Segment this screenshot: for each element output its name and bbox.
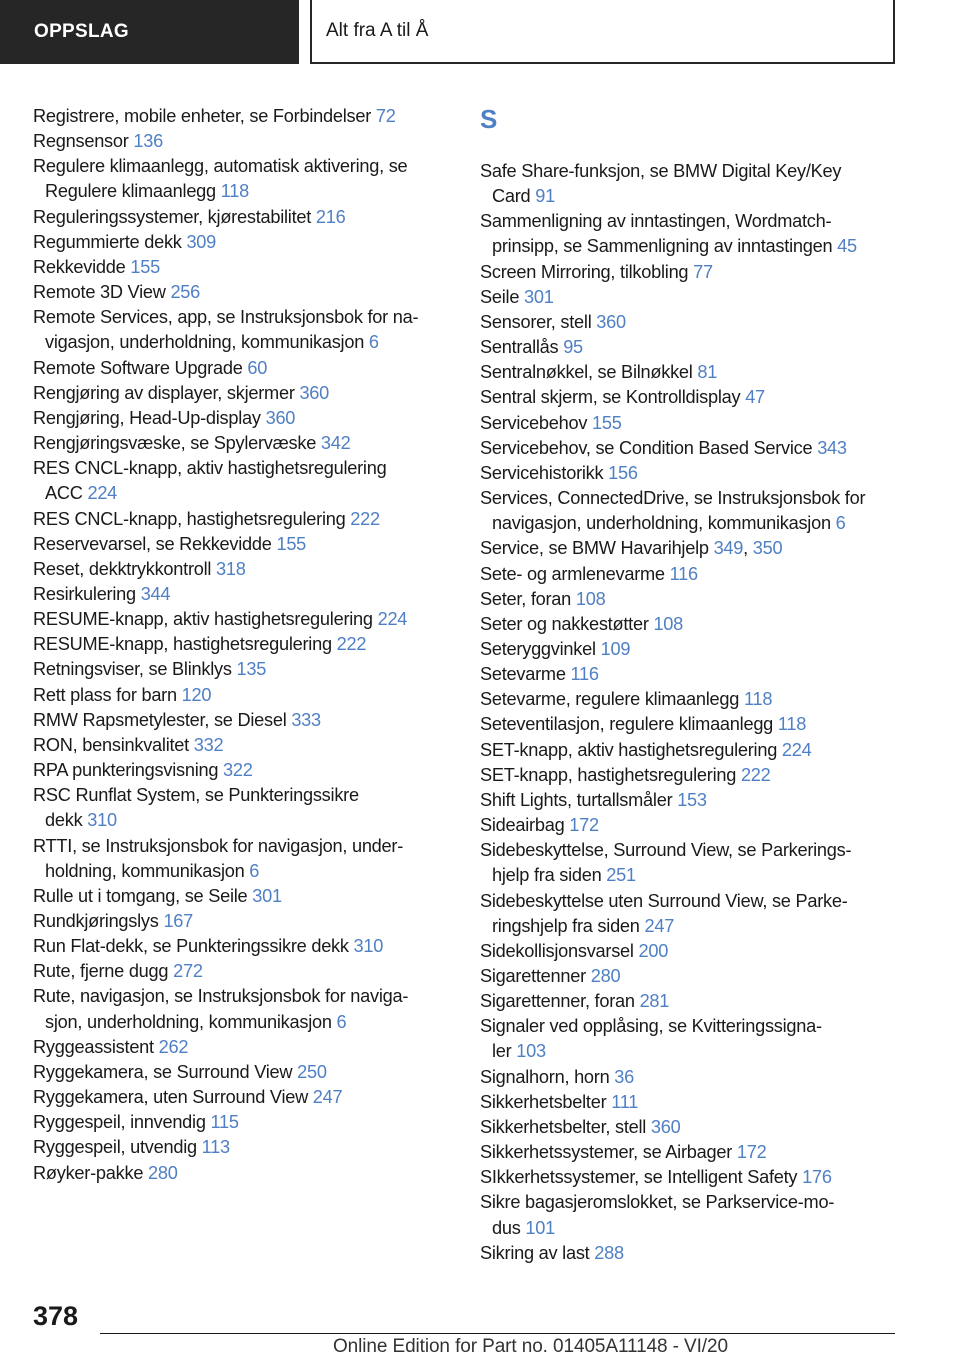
index-entry <box>33 381 453 406</box>
index-entry <box>480 1140 900 1165</box>
entry-text: Sensorer, stell <box>480 311 597 332</box>
entry-text: Rundkjøringslys <box>33 911 164 931</box>
page-reference-link[interactable]: 318 <box>216 558 246 579</box>
index-entry <box>33 582 453 607</box>
page-reference-link[interactable]: 251 <box>606 865 636 886</box>
page-reference-link[interactable]: 155 <box>276 533 307 554</box>
entry-text: RESUME-knapp, hastighetsregulering <box>33 634 337 655</box>
entry-text: Seile <box>480 286 524 307</box>
index-entry <box>33 607 453 632</box>
entry-text: RES CNCL-knapp, aktiv hastighetsregulering <box>33 458 387 479</box>
page-reference-link[interactable]: 118 <box>777 714 807 735</box>
entry-text: Setevarme <box>480 664 571 685</box>
entry-text: holdning, kommunikasjon <box>45 860 250 881</box>
entry-text: Ryggespeil, innvendig <box>33 1112 211 1133</box>
entry-text: RSC Runflat System, se Punkteringssikre <box>33 785 359 806</box>
page-reference-link[interactable]: 280 <box>148 1162 178 1183</box>
index-entry <box>33 205 453 230</box>
edition-note: Online Edition for Part no. 01405A11148 - VI/20 <box>333 1336 728 1357</box>
entry-text: ler <box>492 1041 517 1062</box>
index-entry <box>480 1090 900 1115</box>
page-reference-link[interactable]: 108 <box>653 613 684 634</box>
entry-text: Sideairbag <box>480 815 570 836</box>
index-entry <box>33 783 453 833</box>
entry-text: Regnsensor <box>33 131 134 152</box>
page-reference-link[interactable]: 224 <box>377 609 408 630</box>
page-reference-link[interactable]: 77 <box>693 261 713 282</box>
entry-text: Ryggespeil, utvendig <box>33 1137 202 1158</box>
page-reference-link[interactable]: 116 <box>570 664 599 685</box>
entry-text: Screen Mirroring, tilkobling <box>480 261 694 282</box>
page-reference-link[interactable]: 360 <box>299 382 330 403</box>
entry-text: Rute, navigasjon, se Instruksjonsbok for naviga- <box>33 986 409 1007</box>
page-reference-link[interactable]: 360 <box>265 407 296 428</box>
entry-text: Services, ConnectedDrive, se Instruksjonsbok for <box>480 488 866 509</box>
index-entry <box>480 335 900 360</box>
entry-text: Setevarme, regulere klimaanlegg <box>480 689 744 710</box>
entry-text: Remote Services, app, se Instruksjonsbok for na- <box>33 307 419 328</box>
index-entry <box>33 834 453 884</box>
page-header <box>0 0 960 66</box>
index-entry <box>480 1014 900 1064</box>
entry-text: Sentrallås <box>480 337 564 358</box>
page-reference-link[interactable]: 155 <box>130 256 160 277</box>
index-entry <box>33 154 453 204</box>
page-reference-link[interactable]: 224 <box>87 483 118 504</box>
entry-text: Regummierte dekk <box>33 231 187 252</box>
index-entry <box>33 129 453 154</box>
page-reference-link[interactable]: 60 <box>247 357 268 378</box>
entry-text: RMW Rapsmetylester, se Diesel <box>33 709 292 730</box>
entry-text: Sammenligning av inntastingen, Wordmatch- <box>480 211 832 232</box>
index-entry <box>33 657 453 682</box>
page-reference-link[interactable]: 332 <box>193 734 224 755</box>
entry-text: RON, bensinkvalitet <box>33 734 194 755</box>
entry-text: Ryggeassistent <box>33 1036 159 1057</box>
index-entry <box>480 562 900 587</box>
entry-text: ACC <box>45 483 88 504</box>
index-entry: Service, se BMW Havarihjelp 349, 350 <box>480 538 783 559</box>
entry-text: Sentralnøkkel, se Bilnøkkel <box>480 362 698 383</box>
entry-text: Regulere klimaanlegg <box>45 181 221 202</box>
entry-text: Remote 3D View <box>33 282 171 303</box>
page-reference-link[interactable]: 153 <box>677 789 707 810</box>
entry-text: RPA punkteringsvisning <box>33 760 224 781</box>
index-column-left <box>33 104 453 1186</box>
entry-text: sjon, underholdning, kommunikasjon <box>45 1011 337 1032</box>
entry-text: Sikkerhetsbelter <box>480 1091 612 1112</box>
page-reference-link[interactable]: 101 <box>525 1217 555 1238</box>
page-reference-link[interactable]: 72 <box>375 106 396 126</box>
entry-text: Seteventilasjon, regulere klimaanlegg <box>480 714 778 735</box>
index-entry <box>33 456 453 506</box>
index-entry <box>480 436 900 461</box>
index-entry <box>480 209 900 259</box>
page-reference-link[interactable]: 224 <box>781 739 812 760</box>
page-reference-link[interactable]: 216 <box>315 206 346 227</box>
entry-text: Servicebehov, se Condition Based Service <box>480 437 818 458</box>
page-reference-link[interactable]: 6 <box>368 332 379 353</box>
page-reference-link[interactable]: 301 <box>252 885 282 906</box>
index-entry <box>33 406 453 431</box>
entry-text: Service, se BMW Havarihjelp <box>480 538 714 559</box>
entry-text: Servicehistorikk <box>480 462 609 483</box>
entry-text: Røyker-pakke <box>33 1162 148 1183</box>
entry-text: Sentral skjerm, se Kontrolldisplay <box>480 387 746 408</box>
entry-text: SET-knapp, hastighetsregulering <box>480 764 741 785</box>
entry-text: RES CNCL-knapp, hastighetsregulering <box>33 508 351 529</box>
entry-text: dus <box>492 1217 526 1238</box>
index-entry <box>480 587 900 612</box>
index-entry <box>480 838 900 888</box>
index-entry <box>480 411 900 436</box>
index-entry <box>480 1115 900 1140</box>
entry-text: Seter, foran <box>480 588 576 609</box>
index-entry <box>33 934 453 959</box>
page-reference-link[interactable]: 280 <box>590 966 621 986</box>
entry-text: Reset, dekktrykkontroll <box>33 558 217 579</box>
page-reference-link[interactable]: 6 <box>835 513 846 534</box>
page-reference-link[interactable]: 272 <box>173 961 203 982</box>
entry-text: Sigarettenner, foran <box>480 991 640 1012</box>
entry-text: Card <box>492 186 536 207</box>
page-reference-link[interactable]: 350 <box>752 538 783 559</box>
index-entry <box>33 230 453 255</box>
page-reference-link[interactable]: 45 <box>837 236 857 257</box>
page-reference-link[interactable]: 344 <box>140 583 171 604</box>
entry-text: RTTI, se Instruksjonsbok for navigasjon, under- <box>33 835 404 856</box>
index-entry <box>480 712 900 737</box>
page-reference-link[interactable]: 6 <box>249 860 260 881</box>
entry-text: ringshjelp fra siden <box>492 915 645 936</box>
index-entry <box>480 1190 900 1240</box>
page-reference-link[interactable]: 322 <box>223 760 253 781</box>
entry-text: Reservevarsel, se Rekkevidde <box>33 533 277 554</box>
index-entry <box>33 1085 453 1110</box>
page-reference-link[interactable]: 342 <box>320 433 351 454</box>
index-entry <box>480 662 900 687</box>
page-reference-link[interactable]: 36 <box>614 1066 635 1087</box>
index-entry <box>480 159 900 209</box>
entry-text: Rett plass for barn <box>33 684 182 705</box>
page-reference-link[interactable]: 281 <box>639 991 670 1012</box>
index-entry <box>33 884 453 909</box>
index-entry <box>33 1060 453 1085</box>
index-entry <box>480 285 900 310</box>
entry-text: Ryggekamera, se Surround View <box>33 1061 298 1082</box>
index-letter-heading: S <box>480 104 498 134</box>
page-reference-link[interactable]: 47 <box>745 387 765 408</box>
entry-text: Run Flat-dekk, se Punkteringssikre dekk <box>33 936 354 957</box>
entry-text: Sigarettenner <box>480 966 591 986</box>
entry-text: Signaler ved opplåsing, se Kvitteringssigna- <box>480 1016 822 1037</box>
entry-text: Sikring av last <box>480 1242 595 1263</box>
page-reference-link[interactable]: 113 <box>201 1137 230 1158</box>
page-reference-link[interactable]: 349 <box>713 538 744 559</box>
entry-text: Servicebehov <box>480 412 593 433</box>
page-reference-link[interactable]: 343 <box>817 437 847 458</box>
entry-text: Signalhorn, horn <box>480 1066 615 1087</box>
page-reference-link[interactable]: 222 <box>740 764 771 785</box>
entry-text: hjelp fra siden <box>492 865 607 886</box>
index-entry <box>33 1161 453 1186</box>
chapter-title: Alt fra A til Å <box>310 0 895 64</box>
index-entry <box>480 738 900 763</box>
index-entry <box>480 486 900 536</box>
entry-text: dekk <box>45 810 88 831</box>
index-entry <box>480 1165 900 1190</box>
entry-text: prinsipp, se Sammenligning av inntastingen <box>492 236 838 257</box>
entry-text: Sikkerhetssystemer, se Airbager <box>480 1142 737 1163</box>
index-entry <box>33 507 453 532</box>
page-reference-link[interactable]: 111 <box>611 1091 639 1112</box>
page-reference-link[interactable]: 262 <box>158 1036 189 1057</box>
entry-text: Rulle ut i tomgang, se Seile <box>33 885 253 906</box>
index-entry <box>33 1110 453 1135</box>
page-reference-link[interactable]: 118 <box>220 181 249 202</box>
page-reference-link[interactable]: 222 <box>336 634 367 655</box>
page-reference-link[interactable]: 120 <box>181 684 212 705</box>
page-reference-link[interactable]: 222 <box>350 508 380 529</box>
entry-text: Sidebeskyttelse, Surround View, se Parkerings- <box>480 840 852 861</box>
page-reference-link[interactable]: 155 <box>592 412 622 433</box>
page-reference-link[interactable]: 288 <box>594 1242 624 1263</box>
index-entry <box>480 687 900 712</box>
page-reference-link[interactable]: 6 <box>336 1011 347 1032</box>
entry-text: Rekkevidde <box>33 256 131 277</box>
page-reference-link[interactable]: 136 <box>133 131 163 152</box>
index-entry <box>33 909 453 934</box>
index-entry <box>33 356 453 381</box>
entry-text: Shift Lights, turtallsmåler <box>480 789 678 810</box>
page-reference-link[interactable]: 250 <box>297 1061 327 1082</box>
index-entry <box>33 431 453 456</box>
entry-text: RESUME-knapp, aktiv hastighetsregulering <box>33 609 378 630</box>
index-entry <box>33 280 453 305</box>
page-reference-link[interactable]: 116 <box>669 563 698 584</box>
entry-text: Rute, fjerne dugg <box>33 961 174 982</box>
index-entry <box>480 813 900 838</box>
index-entry <box>33 1035 453 1060</box>
page-reference-link[interactable]: 176 <box>802 1167 832 1188</box>
index-entry <box>33 984 453 1034</box>
page-reference-link[interactable]: 108 <box>575 588 606 609</box>
entry-text: Sidekollisjonsvarsel <box>480 940 639 961</box>
page-reference-link[interactable]: 109 <box>600 638 631 659</box>
page-reference-link[interactable]: 156 <box>608 462 638 483</box>
entry-text: Rengjøring, Head-Up-display <box>33 407 266 428</box>
index-entry <box>480 763 900 788</box>
index-column-right <box>480 104 900 1266</box>
page-reference-link[interactable]: 301 <box>524 286 554 307</box>
index-entry <box>33 557 453 582</box>
entry-text: Regulere klimaanlegg, automatisk aktivering, se <box>33 156 408 177</box>
page-reference-link[interactable]: 256 <box>170 282 201 303</box>
index-entry <box>480 360 900 385</box>
page-reference-link[interactable]: 118 <box>743 689 773 710</box>
entry-text: Resirkulering <box>33 583 141 604</box>
index-entry <box>480 612 900 637</box>
section-tab[interactable]: OPPSLAG <box>0 0 299 64</box>
index-entry <box>480 461 900 486</box>
index-entry <box>480 939 900 964</box>
page-reference-link[interactable]: 200 <box>638 940 669 961</box>
page-reference-link[interactable]: 115 <box>210 1112 239 1133</box>
page-reference-link[interactable]: 91 <box>535 186 555 207</box>
index-entry <box>33 532 453 557</box>
index-entry <box>33 683 453 708</box>
index-entry <box>33 632 453 657</box>
entry-text: vigasjon, underholdning, kommunikasjon <box>45 332 369 353</box>
entry-text: Safe Share-funksjon, se BMW Digital Key/Key <box>480 161 842 181</box>
index-entry <box>33 708 453 733</box>
index-entry <box>33 959 453 984</box>
page-reference-link[interactable]: 360 <box>650 1116 681 1137</box>
index-entry <box>33 255 453 280</box>
page-reference-link[interactable]: 309 <box>186 231 217 252</box>
index-entry <box>33 305 453 355</box>
page-reference-link[interactable]: 310 <box>353 936 384 957</box>
entry-text: Seteryggvinkel <box>480 638 601 659</box>
entry-text: Sete- og armlenevarme <box>480 563 670 584</box>
page-reference-link[interactable]: 81 <box>697 362 718 383</box>
entry-text: SIkkerhetssystemer, se Intelligent Safety <box>480 1167 803 1188</box>
index-entry <box>480 964 900 989</box>
entry-text: Retningsviser, se Blinklys <box>33 659 237 680</box>
index-entry <box>33 104 453 129</box>
index-entry <box>480 989 900 1014</box>
page-reference-link[interactable]: 135 <box>236 659 267 680</box>
entry-text: Ryggekamera, uten Surround View <box>33 1087 313 1108</box>
entry-text: SET-knapp, aktiv hastighetsregulering <box>480 739 782 760</box>
page-reference-link[interactable]: 247 <box>312 1087 343 1108</box>
index-entry <box>480 1241 900 1266</box>
page-reference-link[interactable]: 333 <box>291 709 321 730</box>
page-reference-link[interactable]: 360 <box>596 311 626 332</box>
entry-text: Rengjøringsvæske, se Spylervæske <box>33 433 321 454</box>
page-reference-link[interactable]: 172 <box>569 815 599 836</box>
page-number: 378 <box>33 1301 79 1331</box>
index-entry <box>480 310 900 335</box>
index-entry <box>33 758 453 783</box>
entry-text: Sidebeskyttelse uten Surround View, se Parke- <box>480 890 848 911</box>
entry-text: Sikkerhetsbelter, stell <box>480 1116 651 1137</box>
page-reference-link[interactable]: 95 <box>563 337 583 358</box>
index-entry <box>480 889 900 939</box>
entry-text: Seter og nakkestøtter <box>480 613 654 634</box>
entry-text: Rengjøring av displayer, skjermer <box>33 382 300 403</box>
index-entry <box>480 1065 900 1090</box>
entry-text: Reguleringssystemer, kjørestabilitet <box>33 206 316 227</box>
entry-text: Sikre bagasjeromslokket, se Parkservice-mo- <box>480 1192 835 1213</box>
page-reference-link[interactable]: 247 <box>644 915 675 936</box>
index-entry <box>33 733 453 758</box>
page-reference-link[interactable]: 310 <box>87 810 117 831</box>
page-reference-link[interactable]: 167 <box>163 911 194 931</box>
page-reference-link[interactable]: 172 <box>736 1142 767 1163</box>
entry-text: Remote Software Upgrade <box>33 357 248 378</box>
index-entry <box>33 1135 453 1160</box>
footer-divider <box>100 1333 895 1334</box>
index-entry <box>480 788 900 813</box>
index-entry <box>480 637 900 662</box>
index-entry <box>480 385 900 410</box>
page-reference-link[interactable]: 103 <box>516 1041 546 1062</box>
entry-text: navigasjon, underholdning, kommunikasjon <box>492 513 836 534</box>
index-entry <box>480 260 900 285</box>
entry-text: Registrere, mobile enheter, se Forbindelser <box>33 106 376 126</box>
